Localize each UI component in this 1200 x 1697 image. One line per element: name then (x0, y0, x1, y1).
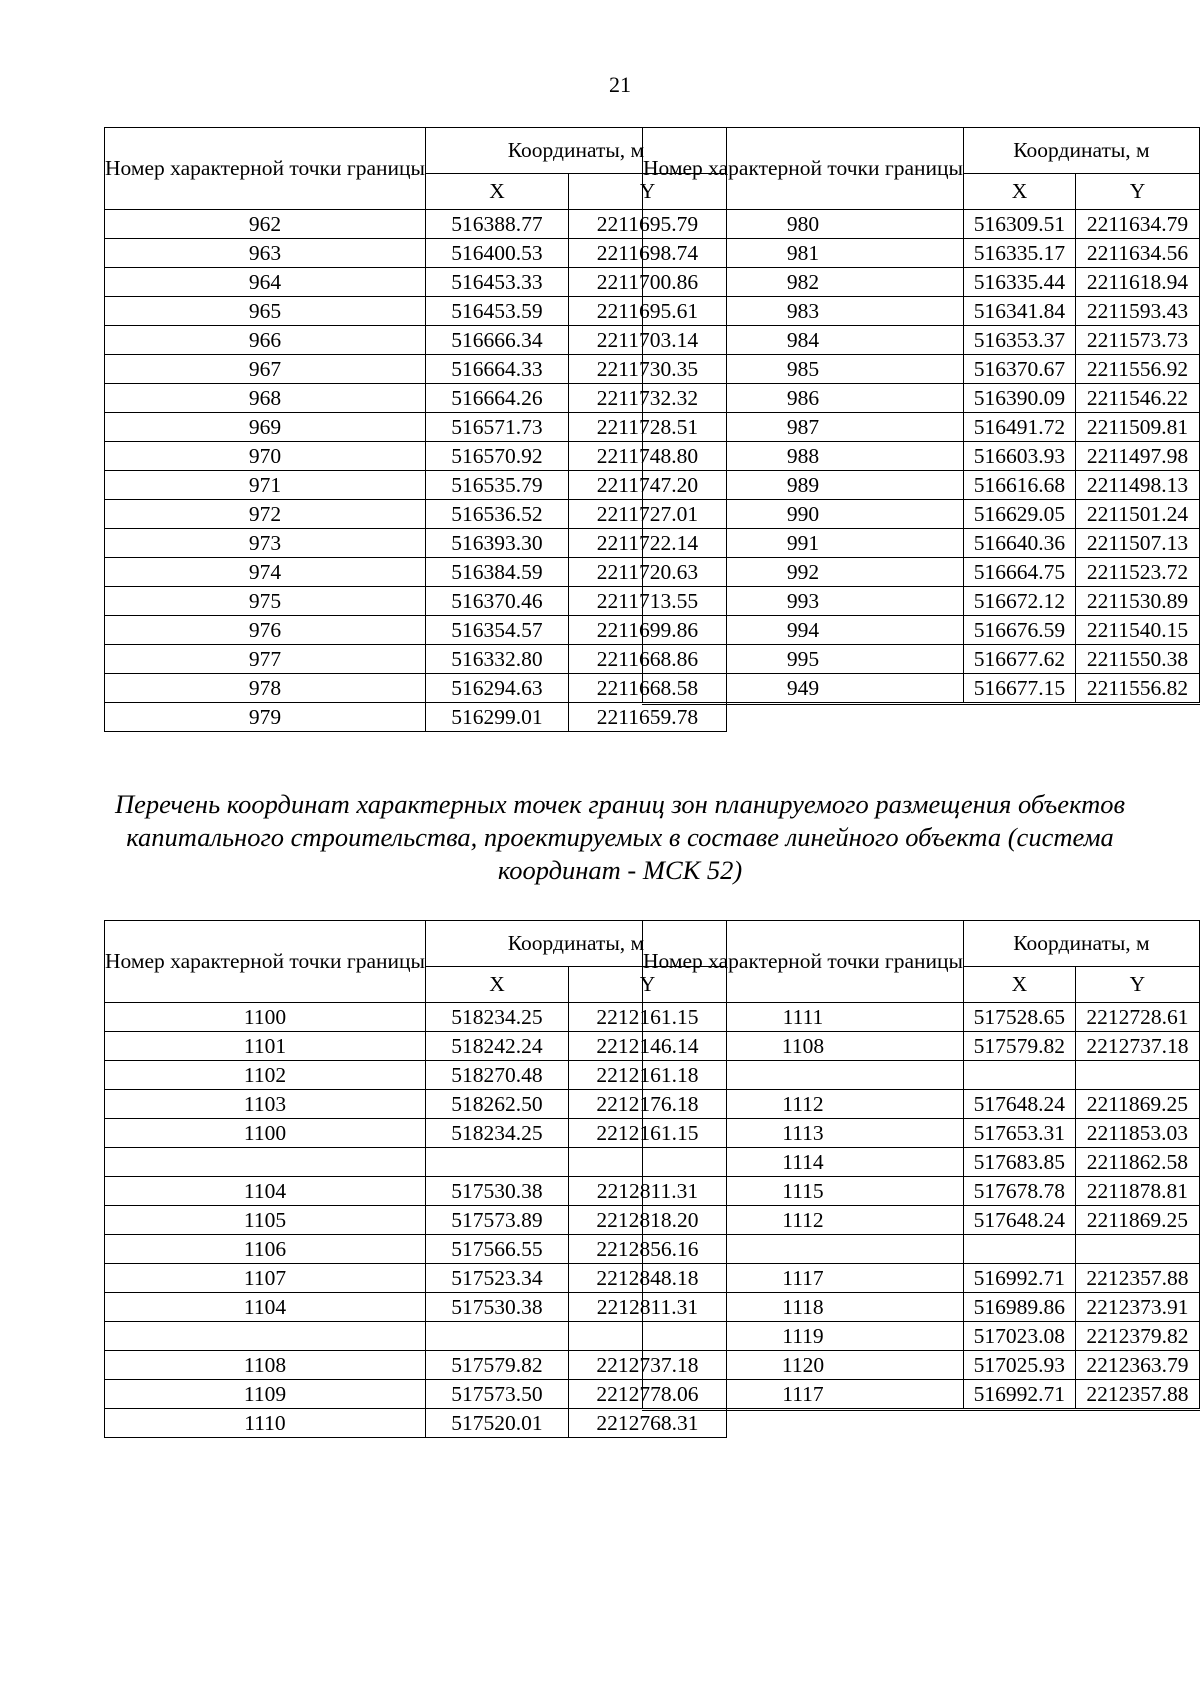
x-cell: 516453.33 (425, 268, 568, 297)
x-cell: 516354.57 (425, 616, 568, 645)
table-row (105, 384, 727, 413)
point-number-cell: 1108 (105, 1351, 426, 1380)
point-number-cell: 1104 (105, 1177, 426, 1206)
table-row (643, 1351, 1200, 1380)
table-row (643, 587, 1200, 616)
y-cell: 2211556.82 (1076, 674, 1200, 704)
point-number-cell: 1113 (643, 1119, 964, 1148)
x-cell: 516664.75 (963, 558, 1075, 587)
point-number-cell: 992 (643, 558, 964, 587)
coordinates-table-2 (642, 127, 1200, 705)
x-cell: 517523.34 (425, 1264, 568, 1293)
table-row (643, 645, 1200, 674)
x-cell: 516491.72 (963, 413, 1075, 442)
x-cell: 516677.62 (963, 645, 1075, 674)
header-coordinates: Координаты, м (963, 128, 1199, 174)
point-number-cell: 986 (643, 384, 964, 413)
table-row (105, 529, 727, 558)
x-cell: 516370.46 (425, 587, 568, 616)
table-body (643, 210, 1200, 704)
point-number-cell: 1120 (643, 1351, 964, 1380)
table-row (105, 471, 727, 500)
table-row (643, 1206, 1200, 1235)
table-row (643, 1148, 1200, 1177)
table-row (643, 529, 1200, 558)
y-cell: 2212848.18 (568, 1264, 726, 1293)
point-number-cell: 995 (643, 645, 964, 674)
table-row (105, 1235, 727, 1264)
x-cell (425, 1322, 568, 1351)
header-point-number: Номер характерной точки границы (643, 128, 964, 210)
x-cell: 516640.36 (963, 529, 1075, 558)
table-row (105, 1119, 727, 1148)
table-row (643, 1032, 1200, 1061)
x-cell: 516570.92 (425, 442, 568, 471)
x-cell: 516666.34 (425, 326, 568, 355)
y-cell: 2211634.56 (1076, 239, 1200, 268)
point-number-cell: 1100 (105, 1119, 426, 1148)
table-row (105, 268, 727, 297)
x-cell: 516616.68 (963, 471, 1075, 500)
y-cell: 2211634.79 (1076, 210, 1200, 239)
table-row (643, 1293, 1200, 1322)
x-cell: 516353.37 (963, 326, 1075, 355)
x-cell: 517520.01 (425, 1409, 568, 1438)
y-cell: 2211573.73 (1076, 326, 1200, 355)
x-cell (963, 1235, 1075, 1264)
point-number-cell: 1109 (105, 1380, 426, 1409)
point-number-cell: 980 (643, 210, 964, 239)
y-cell: 2211530.89 (1076, 587, 1200, 616)
table-row (105, 587, 727, 616)
y-cell: 2211747.20 (568, 471, 726, 500)
x-cell: 517653.31 (963, 1119, 1075, 1148)
header-coordinates: Координаты, м (425, 128, 726, 174)
table-row (105, 355, 727, 384)
point-number-cell: 1100 (105, 1003, 426, 1032)
point-number-cell: 968 (105, 384, 426, 413)
table-row (643, 674, 1200, 704)
point-number-cell: 1112 (643, 1206, 964, 1235)
y-cell: 2211509.81 (1076, 413, 1200, 442)
table-row (105, 674, 727, 703)
point-number-cell: 993 (643, 587, 964, 616)
x-cell: 516676.59 (963, 616, 1075, 645)
x-cell: 516370.67 (963, 355, 1075, 384)
header-x: X (963, 967, 1075, 1003)
x-cell: 517648.24 (963, 1090, 1075, 1119)
x-cell: 516571.73 (425, 413, 568, 442)
x-cell: 517683.85 (963, 1148, 1075, 1177)
y-cell: 2211869.25 (1075, 1090, 1199, 1119)
x-cell: 517573.50 (425, 1380, 568, 1409)
point-number-cell: 1106 (105, 1235, 426, 1264)
table-body (643, 1003, 1200, 1410)
x-cell: 516388.77 (425, 210, 568, 239)
y-cell: 2212146.14 (568, 1032, 726, 1061)
y-cell: 2212737.18 (568, 1351, 726, 1380)
table-row (643, 1090, 1200, 1119)
table-row (643, 384, 1200, 413)
y-cell: 2211668.86 (568, 645, 726, 674)
point-number-cell: 970 (105, 442, 426, 471)
point-number-cell: 990 (643, 500, 964, 529)
y-cell: 2212811.31 (568, 1177, 726, 1206)
table-row (105, 1003, 727, 1032)
y-cell: 2211727.01 (568, 500, 726, 529)
point-number-cell: 994 (643, 616, 964, 645)
table-row (105, 1177, 727, 1206)
x-cell: 518242.24 (425, 1032, 568, 1061)
header-coordinates: Координаты, м (425, 921, 726, 967)
table-row (105, 1322, 727, 1351)
y-cell: 2211497.98 (1076, 442, 1200, 471)
x-cell: 516335.44 (963, 268, 1075, 297)
y-cell: 2211550.38 (1076, 645, 1200, 674)
y-cell: 2211853.03 (1075, 1119, 1199, 1148)
x-cell: 516299.01 (425, 703, 568, 732)
table-row (643, 558, 1200, 587)
point-number-cell: 973 (105, 529, 426, 558)
x-cell: 517566.55 (425, 1235, 568, 1264)
x-cell: 516989.86 (963, 1293, 1075, 1322)
table-row (105, 703, 727, 732)
x-cell: 516309.51 (963, 210, 1075, 239)
point-number-cell: 1107 (105, 1264, 426, 1293)
x-cell: 517678.78 (963, 1177, 1075, 1206)
x-cell: 516294.63 (425, 674, 568, 703)
x-cell: 517579.82 (963, 1032, 1075, 1061)
table-row (643, 239, 1200, 268)
point-number-cell: 988 (643, 442, 964, 471)
table-body (105, 1003, 727, 1438)
header-y: Y (568, 174, 726, 210)
point-number-cell: 977 (105, 645, 426, 674)
table-row (643, 616, 1200, 645)
table-row (643, 471, 1200, 500)
header-x: X (963, 174, 1075, 210)
point-number-cell: 985 (643, 355, 964, 384)
x-cell: 517579.82 (425, 1351, 568, 1380)
y-cell: 2211498.13 (1076, 471, 1200, 500)
table-row (643, 326, 1200, 355)
table-row (105, 500, 727, 529)
point-number-cell: 962 (105, 210, 426, 239)
point-number-cell: 963 (105, 239, 426, 268)
header-point-number: Номер характерной точки границы (105, 921, 426, 1003)
table-row (643, 1177, 1200, 1206)
point-number-cell: 1101 (105, 1032, 426, 1061)
point-number-cell: 979 (105, 703, 426, 732)
x-cell: 516400.53 (425, 239, 568, 268)
x-cell: 517530.38 (425, 1293, 568, 1322)
y-cell: 2211878.81 (1075, 1177, 1199, 1206)
point-number-cell: 1103 (105, 1090, 426, 1119)
y-cell: 2211862.58 (1075, 1148, 1199, 1177)
y-cell: 2211732.32 (568, 384, 726, 413)
table-row (643, 297, 1200, 326)
x-cell: 516390.09 (963, 384, 1075, 413)
table-row (105, 326, 727, 355)
x-cell: 516535.79 (425, 471, 568, 500)
y-cell: 2211523.72 (1076, 558, 1200, 587)
x-cell: 516992.71 (963, 1264, 1075, 1293)
table-row (643, 1235, 1200, 1264)
point-number-cell: 978 (105, 674, 426, 703)
header-x: X (425, 174, 568, 210)
point-number-cell: 981 (643, 239, 964, 268)
table-row (643, 413, 1200, 442)
y-cell: 2212357.88 (1075, 1264, 1199, 1293)
point-number-cell: 964 (105, 268, 426, 297)
table-row (105, 645, 727, 674)
y-cell: 2212373.91 (1075, 1293, 1199, 1322)
y-cell: 2211695.79 (568, 210, 726, 239)
table-row (105, 1061, 727, 1090)
x-cell: 516332.80 (425, 645, 568, 674)
x-cell: 518270.48 (425, 1061, 568, 1090)
point-number-cell: 982 (643, 268, 964, 297)
point-number-cell: 966 (105, 326, 426, 355)
y-cell: 2211659.78 (568, 703, 726, 732)
point-number-cell: 1102 (105, 1061, 426, 1090)
point-number-cell: 974 (105, 558, 426, 587)
point-number-cell: 983 (643, 297, 964, 326)
point-number-cell: 965 (105, 297, 426, 326)
header-point-number: Номер характерной точки границы (643, 921, 964, 1003)
table-row (643, 1264, 1200, 1293)
y-cell: 2212768.31 (568, 1409, 726, 1438)
y-cell: 2212161.18 (568, 1061, 726, 1090)
x-cell: 517648.24 (963, 1206, 1075, 1235)
x-cell: 516664.26 (425, 384, 568, 413)
point-number-cell: 991 (643, 529, 964, 558)
point-number-cell: 1114 (643, 1148, 964, 1177)
point-number-cell: 1117 (643, 1380, 964, 1410)
point-number-cell: 1105 (105, 1206, 426, 1235)
table-row (643, 1322, 1200, 1351)
table-body (105, 210, 727, 732)
y-cell: 2211748.80 (568, 442, 726, 471)
table-row (105, 442, 727, 471)
point-number-cell: 1118 (643, 1293, 964, 1322)
x-cell: 517528.65 (963, 1003, 1075, 1032)
x-cell: 517530.38 (425, 1177, 568, 1206)
table-row (105, 297, 727, 326)
coordinates-table-1 (104, 127, 727, 732)
point-number-cell: 1111 (643, 1003, 964, 1032)
x-cell: 518234.25 (425, 1119, 568, 1148)
y-cell: 2212728.61 (1075, 1003, 1199, 1032)
y-cell: 2211699.86 (568, 616, 726, 645)
table-row (643, 1119, 1200, 1148)
y-cell: 2211556.92 (1076, 355, 1200, 384)
x-cell: 516341.84 (963, 297, 1075, 326)
y-cell: 2211730.35 (568, 355, 726, 384)
point-number-cell: 1110 (105, 1409, 426, 1438)
header-coordinates: Координаты, м (963, 921, 1199, 967)
y-cell: 2211713.55 (568, 587, 726, 616)
x-cell: 516335.17 (963, 239, 1075, 268)
y-cell: 2211700.86 (568, 268, 726, 297)
x-cell: 517023.08 (963, 1322, 1075, 1351)
table-row (643, 210, 1200, 239)
y-cell: 2212778.06 (568, 1380, 726, 1409)
y-cell (1075, 1061, 1199, 1090)
x-cell: 516393.30 (425, 529, 568, 558)
coordinates-table-3 (104, 920, 727, 1438)
x-cell (963, 1061, 1075, 1090)
table-row (105, 1409, 727, 1438)
y-cell: 2211668.58 (568, 674, 726, 703)
y-cell: 2211695.61 (568, 297, 726, 326)
y-cell: 2212818.20 (568, 1206, 726, 1235)
point-number-cell (105, 1322, 426, 1351)
header-y: Y (568, 967, 726, 1003)
point-number-cell: 976 (105, 616, 426, 645)
y-cell: 2211698.74 (568, 239, 726, 268)
table-row (105, 210, 727, 239)
table-row (643, 268, 1200, 297)
x-cell (425, 1148, 568, 1177)
x-cell: 516384.59 (425, 558, 568, 587)
y-cell: 2212856.16 (568, 1235, 726, 1264)
point-number-cell: 971 (105, 471, 426, 500)
x-cell: 517573.89 (425, 1206, 568, 1235)
y-cell: 2211501.24 (1076, 500, 1200, 529)
header-y: Y (1076, 174, 1200, 210)
x-cell: 516603.93 (963, 442, 1075, 471)
y-cell: 2212363.79 (1075, 1351, 1199, 1380)
table-row (105, 239, 727, 268)
y-cell: 2211618.94 (1076, 268, 1200, 297)
x-cell: 516629.05 (963, 500, 1075, 529)
y-cell: 2211869.25 (1075, 1206, 1199, 1235)
y-cell: 2211593.43 (1076, 297, 1200, 326)
page-number: 21 (609, 72, 631, 97)
x-cell: 518234.25 (425, 1003, 568, 1032)
point-number-cell: 969 (105, 413, 426, 442)
y-cell: 2211703.14 (568, 326, 726, 355)
x-cell: 516536.52 (425, 500, 568, 529)
x-cell: 518262.50 (425, 1090, 568, 1119)
y-cell: 2212357.88 (1075, 1380, 1199, 1410)
table-row (105, 413, 727, 442)
point-number-cell: 1104 (105, 1293, 426, 1322)
y-cell: 2211507.13 (1076, 529, 1200, 558)
y-cell: 2212737.18 (1075, 1032, 1199, 1061)
table-row (105, 1264, 727, 1293)
x-cell: 516677.15 (963, 674, 1075, 704)
point-number-cell: 1117 (643, 1264, 964, 1293)
point-number-cell (105, 1148, 426, 1177)
table-row (643, 355, 1200, 384)
table-row (105, 1090, 727, 1119)
point-number-cell: 1119 (643, 1322, 964, 1351)
point-number-cell: 967 (105, 355, 426, 384)
table-row (105, 558, 727, 587)
y-cell: 2212811.31 (568, 1293, 726, 1322)
coordinates-table-4 (642, 920, 1200, 1411)
y-cell: 2212379.82 (1075, 1322, 1199, 1351)
point-number-cell: 1112 (643, 1090, 964, 1119)
x-cell: 516664.33 (425, 355, 568, 384)
y-cell: 2211540.15 (1076, 616, 1200, 645)
section-title: Перечень координат характерных точек границ зон планируемого размещения объектов капитального строительства, проектируемых в составе линейного объекта (система координат - МСК 52) (114, 789, 1126, 885)
x-cell: 516672.12 (963, 587, 1075, 616)
table-row (105, 1206, 727, 1235)
y-cell: 2211728.51 (568, 413, 726, 442)
y-cell: 2212161.15 (568, 1003, 726, 1032)
x-cell: 516453.59 (425, 297, 568, 326)
point-number-cell: 975 (105, 587, 426, 616)
point-number-cell: 987 (643, 413, 964, 442)
x-cell: 516992.71 (963, 1380, 1075, 1410)
table-row (105, 1148, 727, 1177)
y-cell: 2212176.18 (568, 1090, 726, 1119)
table-row (105, 1351, 727, 1380)
point-number-cell (643, 1061, 964, 1090)
point-number-cell: 949 (643, 674, 964, 704)
table-row (105, 616, 727, 645)
table-row (643, 500, 1200, 529)
y-cell: 2211546.22 (1076, 384, 1200, 413)
table-row (643, 1003, 1200, 1032)
table-row (105, 1293, 727, 1322)
header-point-number: Номер характерной точки границы (105, 128, 426, 210)
y-cell: 2211720.63 (568, 558, 726, 587)
x-cell: 517025.93 (963, 1351, 1075, 1380)
table-row (643, 442, 1200, 471)
y-cell: 2212161.15 (568, 1119, 726, 1148)
table-row (643, 1061, 1200, 1090)
point-number-cell: 989 (643, 471, 964, 500)
header-y: Y (1075, 967, 1199, 1003)
point-number-cell: 1115 (643, 1177, 964, 1206)
header-x: X (425, 967, 568, 1003)
point-number-cell: 972 (105, 500, 426, 529)
y-cell (1075, 1235, 1199, 1264)
point-number-cell (643, 1235, 964, 1264)
table-row (643, 1380, 1200, 1410)
table-row (105, 1032, 727, 1061)
table-row (105, 1380, 727, 1409)
point-number-cell: 1108 (643, 1032, 964, 1061)
y-cell: 2211722.14 (568, 529, 726, 558)
point-number-cell: 984 (643, 326, 964, 355)
